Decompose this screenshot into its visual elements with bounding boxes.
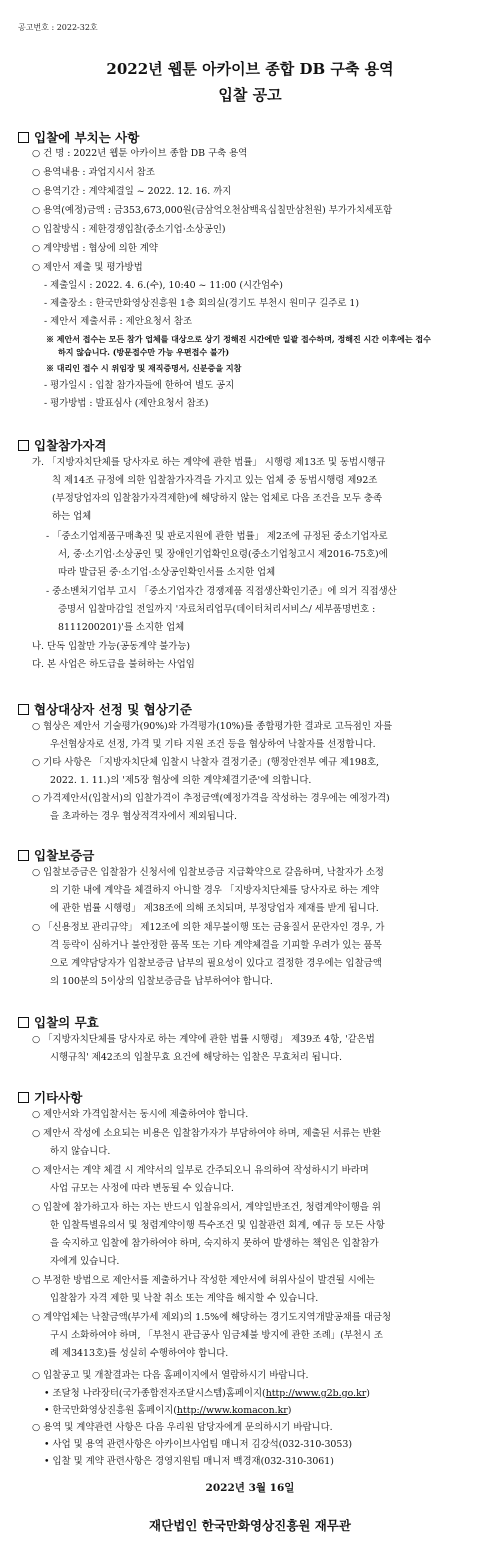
text-line: ○ 계약방법 : 협상에 의한 계약 (32, 243, 158, 254)
text-line: ○ 용역 및 계약관련 사항은 다음 우리원 담당자에게 문의하시기 바랍니다. (32, 1422, 333, 1433)
section-heading-bid-deposit: 입찰보증금 (18, 846, 94, 864)
text-line: 의 기한 내에 계약을 체결하지 아니할 경우 「지방자치단체를 당사자로 하는 계약 (50, 885, 379, 896)
issuer-name: 재단법인 한국만화영상진흥원 재무관 (149, 1518, 351, 1533)
text-line: ○ 용역(예정)금액 : 금353,673,000원(금삼억오천삼백육십칠만삼천원) 부가가치세포함 (32, 205, 393, 216)
section-heading-invalid-bid: 입찰의 무효 (18, 1013, 99, 1031)
text-line: 나. 단독 입찰만 가능(공동계약 불가능) (32, 641, 191, 652)
text-line: 한 입찰특별유의서 및 청렴계약이행 특수조건 및 입찰관련 회계, 예규 등 모든 사항 (50, 1220, 385, 1231)
text-line: - 제안서 제출서류 : 제안요청서 참조 (44, 316, 193, 327)
text-line: - 제출일시 : 2022. 4. 6.(수), 10:40 ~ 11:00 (시간엄수) (44, 280, 283, 291)
section-heading-other: 기타사항 (18, 1088, 82, 1106)
text-line: 시행규칙' 제42조의 입찰무효 요건에 해당하는 입찰은 무효처리 됩니다. (50, 1052, 342, 1063)
text-line: 격 등락이 심하거나 불안정한 품목 또는 기타 계약체결을 기피할 우려가 있는 품목 (50, 940, 382, 951)
text-line: ○ 제안서 제출 및 평가방법 (32, 262, 143, 273)
text-line: 2022. 1. 11.)의 '제5장 협상에 의한 계약체결기준'에 의합니다. (50, 775, 312, 786)
note-line: 하지 않습니다. (방문접수만 가능 우편접수 불가) (58, 347, 230, 357)
notice-number: 공고번호 : 2022-32호 (18, 23, 98, 32)
note-line: ※ 대리인 접수 시 위임장 및 재직증명서, 신분증을 지참 (46, 363, 242, 373)
notice-subtitle: 입찰 공고 (218, 86, 282, 104)
text-line: ○ 「신용정보 관리규약」 제12조에 의한 채무불이행 또는 금융질서 문란자인 경우, 가 (32, 922, 385, 933)
text-line: ○ 입찰공고 및 개찰결과는 다음 홈페이지에서 열람하시기 바랍니다. (32, 1370, 309, 1381)
text-line: 다. 본 사업은 하도급을 불허하는 사업임 (32, 659, 195, 670)
link-line-komacon: • 한국만화영상진흥원 홈페이지(http://www.komacon.kr) (44, 1405, 292, 1416)
text-line: 사업 규모는 사정에 따라 변동될 수 있습니다. (50, 1183, 234, 1194)
text-line: ○ 부정한 방법으로 제안서를 제출하거나 작성한 제안서에 허위사실이 발견될 시에는 (32, 1275, 375, 1286)
text-line: 하는 업체 (52, 511, 92, 522)
text-line: - 평가일시 : 입찰 참가자들에 한하여 별도 공지 (44, 380, 235, 391)
text-line: ○ 용역내용 : 과업지시서 참조 (32, 167, 155, 178)
text-line: 에 관한 법률 시행령」 제38조에 의해 조치되며, 부정당업자 제재를 받게 됩니다. (50, 903, 379, 914)
text-line: 증명서 입찰마감일 전일까지 '자료처리업무(데이터처리서비스/ 세부품명번호 : (58, 604, 376, 615)
text-line: ○ 협상은 제안서 기술평가(90%)와 가격평가(10%)를 종합평가한 결과로 고득점인 자를 (32, 721, 393, 732)
square-bullet-icon (18, 1017, 29, 1028)
text-line: - 중소벤처기업부 고시 「중소기업자간 경쟁제품 직접생산확인기준」에 의거 직접생산 (46, 586, 397, 597)
text-line: ○ 제안서와 가격입찰서는 동시에 제출하여야 합니다. (32, 1109, 249, 1120)
text-line: - 제출장소 : 한국만화영상진흥원 1층 회의실(경기도 부천시 원미구 길주로 1) (44, 298, 360, 309)
g2b-homepage-link[interactable]: http://www.g2b.go.kr (265, 1388, 367, 1399)
text-line: 을 초과하는 경우 협상적격자에서 제외됩니다. (50, 811, 237, 822)
text-line: 하지 않습니다. (50, 1146, 111, 1157)
square-bullet-icon (18, 704, 29, 715)
square-bullet-icon (18, 1092, 29, 1103)
text-line: ○ 제안서는 계약 체결 시 계약서의 일부로 간주되오니 유의하여 작성하시기 바라며 (32, 1165, 369, 1176)
text-line: ○ 제안서 작성에 소요되는 비용은 입찰참가자가 부담하여야 하며, 제출된 서류는 반환 (32, 1128, 381, 1139)
text-line: (부정당업자의 입찰참가자격제한)에 해당하지 않는 업체로 다음 조건을 모두 충족 (52, 493, 383, 504)
text-line: 8111200201)'를 소지한 업체 (58, 622, 185, 633)
contact-project: • 사업 및 용역 관련사항은 아카이브사업팀 매니저 김강석(032-310-3053) (44, 1439, 352, 1450)
text-line: 우선협상자로 선정, 가격 및 기타 지원 조건 등을 협상하여 낙찰자를 선정합니다. (50, 739, 376, 750)
square-bullet-icon (18, 440, 29, 451)
text-line: 칙 제14조 규정에 의한 입찰참가자격을 가지고 있는 업체 중 동법시행령 제92조 (52, 475, 378, 486)
text-line: 구시 소화하여야 하며, 「부천시 관급공사 임금체불 방지에 관한 조례」(부천시 조 (50, 1330, 383, 1341)
contact-contract: • 입찰 및 계약 관련사항은 경영지원팀 매니저 백경재(032-310-3061) (44, 1456, 334, 1467)
notice-date: 2022년 3월 16일 (205, 1482, 295, 1494)
text-line: ○ 용역기간 : 계약체결일 ~ 2022. 12. 16. 까지 (32, 186, 232, 197)
text-line: - 「중소기업제품구매촉진 및 판로지원에 관한 법률」 제2조에 규정된 중소기업자로 (46, 531, 388, 542)
text-line: 따라 발급된 중·소기업·소상공인확인서를 소지한 업체 (58, 567, 276, 578)
text-line: ○ 계약업체는 낙찰금액(부가세 제외)의 1.5%에 해당하는 경기도지역개발공채를 대금청 (32, 1312, 392, 1323)
text-line: 입찰참가 자격 제한 및 낙찰 취소 또는 계약을 해지할 수 있습니다. (50, 1293, 319, 1304)
komacon-homepage-link[interactable]: http://www.komacon.kr (176, 1405, 288, 1416)
section-heading-negotiation: 협상대상자 선정 및 협상기준 (18, 700, 192, 718)
section-heading-eligibility: 입찰참가자격 (18, 436, 106, 454)
notice-title: 2022년 웹툰 아카이브 종합 DB 구축 용역 (106, 60, 394, 78)
text-line: ○ 입찰보증금은 입찰참가 신청서에 입찰보증금 지급확약으로 갈음하며, 낙찰자가 소정 (32, 867, 384, 878)
text-line: ○ 건 명 : 2022년 웹툰 아카이브 종합 DB 구축 용역 (32, 148, 248, 159)
text-line: 으로 계약담당자가 입찰보증금 납부의 필요성이 있다고 결정한 경우에는 입찰금액 (50, 958, 382, 969)
text-line: ○ 「지방자치단체를 당사자로 하는 계약에 관한 법률 시행령」 제39조 4항, '같은법 (32, 1034, 375, 1045)
link-line-g2b: • 조달청 나라장터(국가종합전자조달시스템)홈페이지(http://www.g2b.go.kr) (44, 1388, 370, 1399)
text-line: 자에게 있습니다. (50, 1256, 120, 1267)
note-line: ※ 제안서 접수는 모든 참가 업체를 대상으로 상기 정해진 시간에만 일괄 접수하며, 정해진 시간 이후에는 접수 (46, 334, 431, 344)
text-line: 의 100분의 5이상의 입찰보증금을 납부하여야 합니다. (50, 976, 273, 987)
square-bullet-icon (18, 132, 29, 143)
text-line: 서, 중·소기업·소상공인 및 장애인기업확인요령(중소기업청고시 제2016-75호)에 (58, 549, 388, 560)
text-line: 을 숙지하고 입찰에 참가하여야 하며, 숙지하지 못하여 발생하는 책임은 입찰참가 (50, 1238, 379, 1249)
text-line: 가. 「지방자치단체를 당사자로 하는 계약에 관한 법률」 시행령 제13조 및 동법시행규 (32, 457, 386, 468)
text-line: ○ 입찰방식 : 제한경쟁입찰(중소기업·소상공인) (32, 224, 226, 235)
text-line: ○ 가격제안서(입찰서)의 입찰가격이 추정금액(예정가격을 작성하는 경우에는 예정가격) (32, 793, 390, 804)
text-line: ○ 입찰에 참가하고자 하는 자는 반드시 입찰유의서, 계약일반조건, 청렴계약이행을 위 (32, 1202, 381, 1213)
square-bullet-icon (18, 850, 29, 861)
section-heading-bid-items: 입찰에 부치는 사항 (18, 128, 139, 146)
text-line: - 평가방법 : 발표심사 (제안요청서 참조) (44, 398, 209, 409)
text-line: ○ 기타 사항은 「지방자치단체 입찰시 낙찰자 결정기준」(행정안전부 예규 제198호, (32, 757, 379, 768)
text-line: 례 제3413호)를 성실히 수행하여야 합니다. (50, 1348, 229, 1359)
